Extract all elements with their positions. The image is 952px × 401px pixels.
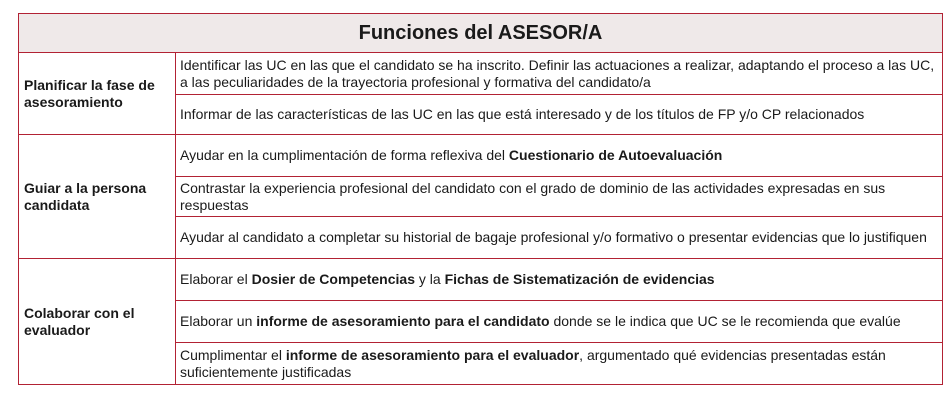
description-text: Informar de las características de las UC en las que está interesado y de los títulos de FP y/o CP relacionados	[180, 106, 865, 122]
description-cell	[176, 259, 943, 301]
description-text: Contrastar la experiencia profesional del candidato con el grado de dominio de las actividades expresadas en sus respuestas	[180, 179, 886, 213]
table-row	[19, 53, 943, 95]
description-cell	[176, 53, 943, 95]
description-bold-text: Fichas de Sistematización de evidencias	[444, 271, 715, 287]
table-row	[19, 135, 943, 177]
description-bold-text: informe de asesoramiento para el evaluador	[285, 346, 580, 363]
description-text: Identificar las UC en las que el candidato se ha inscrito. Definir las actuaciones a realizar, adaptando el proceso a las UC, a las peculiaridades de la trayectoria profesional y formativa del candidato/a	[180, 56, 935, 90]
description-text: Ayudar en la cumplimentación de forma reflexiva del	[180, 147, 509, 163]
description-cell	[176, 217, 943, 259]
table-row	[19, 259, 943, 301]
description-bold-text: Dosier de Competencias	[251, 271, 415, 287]
description-cell	[176, 301, 943, 343]
description-text: y la	[414, 271, 445, 287]
category-cell: Planificar la fase de asesoramiento	[19, 53, 176, 135]
category-cell: Colaborar con el evaluador	[19, 259, 176, 385]
description-text: Cumplimentar el	[180, 346, 286, 363]
description-text: , argumentado qué evidencias presentadas están suficientemente justificadas	[180, 346, 886, 380]
functions-table	[18, 13, 943, 385]
description-bold-text: Cuestionario de Autoevaluación	[508, 147, 723, 163]
description-text: Ayudar al candidato a completar su historial de bagaje profesional y/o formativo o presentar evidencias que lo justifiquen	[180, 229, 927, 245]
table-title: Funciones del ASESOR/A	[19, 14, 943, 53]
description-cell	[176, 135, 943, 177]
title-row	[19, 14, 943, 53]
description-text: Elaborar un	[180, 313, 257, 329]
description-bold-text: informe de asesoramiento para el candidato	[256, 313, 550, 329]
description-cell	[176, 95, 943, 135]
description-cell	[176, 343, 943, 385]
description-cell	[176, 177, 943, 217]
category-cell: Guiar a la persona candidata	[19, 135, 176, 259]
description-text: Elaborar el	[180, 271, 252, 287]
description-text: donde se le indica que UC se le recomienda que evalúe	[549, 313, 901, 329]
functions-table-frame	[18, 13, 942, 387]
